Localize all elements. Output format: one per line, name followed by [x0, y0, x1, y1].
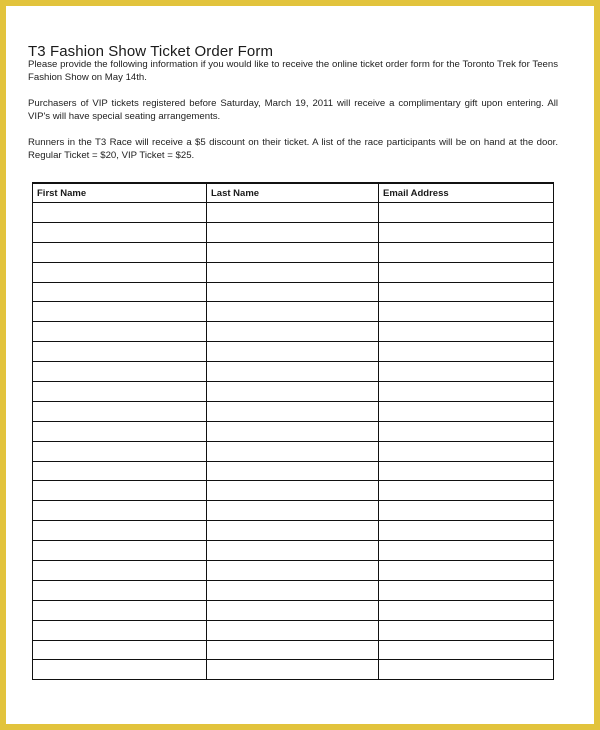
- table-row: [33, 362, 554, 382]
- table-row: [33, 620, 554, 640]
- cell-last-name[interactable]: [207, 362, 379, 382]
- header-last-name: Last Name: [207, 183, 379, 203]
- cell-last-name[interactable]: [207, 342, 379, 362]
- table-row: [33, 561, 554, 581]
- table-row: [33, 322, 554, 342]
- cell-last-name[interactable]: [207, 322, 379, 342]
- cell-first-name[interactable]: [33, 461, 207, 481]
- cell-first-name[interactable]: [33, 242, 207, 262]
- cell-email-address[interactable]: [379, 342, 554, 362]
- cell-first-name[interactable]: [33, 342, 207, 362]
- cell-email-address[interactable]: [379, 501, 554, 521]
- cell-email-address[interactable]: [379, 481, 554, 501]
- cell-last-name[interactable]: [207, 620, 379, 640]
- cell-last-name[interactable]: [207, 541, 379, 561]
- cell-first-name[interactable]: [33, 421, 207, 441]
- cell-last-name[interactable]: [207, 401, 379, 421]
- cell-first-name[interactable]: [33, 282, 207, 302]
- header-first-name: First Name: [33, 183, 207, 203]
- table-row: [33, 501, 554, 521]
- pricing-paragraph: Runners in the T3 Race will receive a $5 discount on their ticket. A list of the race participants will be on hand at the door. Regular Ticket = $20, VIP Ticket = $25.: [28, 137, 558, 161]
- cell-first-name[interactable]: [33, 441, 207, 461]
- cell-first-name[interactable]: [33, 382, 207, 402]
- table-row: [33, 640, 554, 660]
- cell-last-name[interactable]: [207, 521, 379, 541]
- table-row: [33, 421, 554, 441]
- table-row: [33, 342, 554, 362]
- cell-last-name[interactable]: [207, 640, 379, 660]
- cell-email-address[interactable]: [379, 640, 554, 660]
- cell-last-name[interactable]: [207, 302, 379, 322]
- cell-email-address[interactable]: [379, 382, 554, 402]
- table-row: [33, 600, 554, 620]
- table-row: [33, 541, 554, 561]
- cell-email-address[interactable]: [379, 441, 554, 461]
- cell-first-name[interactable]: [33, 660, 207, 680]
- cell-last-name[interactable]: [207, 580, 379, 600]
- cell-last-name[interactable]: [207, 382, 379, 402]
- cell-email-address[interactable]: [379, 222, 554, 242]
- vip-paragraph: Purchasers of VIP tickets registered before Saturday, March 19, 2011 will receive a complimentary gift upon entering. All VIP's will have special seating arrangements.: [28, 98, 558, 122]
- cell-email-address[interactable]: [379, 660, 554, 680]
- table-row: [33, 461, 554, 481]
- cell-last-name[interactable]: [207, 203, 379, 223]
- table-row: [33, 282, 554, 302]
- cell-first-name[interactable]: [33, 600, 207, 620]
- table-row: [33, 203, 554, 223]
- cell-first-name[interactable]: [33, 521, 207, 541]
- cell-last-name[interactable]: [207, 481, 379, 501]
- cell-first-name[interactable]: [33, 401, 207, 421]
- cell-email-address[interactable]: [379, 262, 554, 282]
- form-title: T3 Fashion Show Ticket Order Form: [28, 43, 274, 60]
- cell-email-address[interactable]: [379, 302, 554, 322]
- cell-last-name[interactable]: [207, 501, 379, 521]
- cell-last-name[interactable]: [207, 461, 379, 481]
- cell-last-name[interactable]: [207, 282, 379, 302]
- cell-email-address[interactable]: [379, 203, 554, 223]
- intro-paragraph: Please provide the following information if you would like to receive the online ticket order form for the Toronto Trek for Teens Fashion Show on May 14th.: [28, 59, 558, 83]
- cell-first-name[interactable]: [33, 640, 207, 660]
- cell-email-address[interactable]: [379, 461, 554, 481]
- cell-last-name[interactable]: [207, 660, 379, 680]
- cell-email-address[interactable]: [379, 242, 554, 262]
- cell-email-address[interactable]: [379, 620, 554, 640]
- cell-last-name[interactable]: [207, 242, 379, 262]
- table-row: [33, 302, 554, 322]
- table-row: [33, 441, 554, 461]
- cell-first-name[interactable]: [33, 203, 207, 223]
- cell-first-name[interactable]: [33, 362, 207, 382]
- table-row: [33, 262, 554, 282]
- cell-email-address[interactable]: [379, 362, 554, 382]
- cell-last-name[interactable]: [207, 441, 379, 461]
- cell-first-name[interactable]: [33, 302, 207, 322]
- cell-last-name[interactable]: [207, 561, 379, 581]
- cell-first-name[interactable]: [33, 222, 207, 242]
- cell-last-name[interactable]: [207, 421, 379, 441]
- cell-email-address[interactable]: [379, 580, 554, 600]
- cell-email-address[interactable]: [379, 421, 554, 441]
- table-row: [33, 242, 554, 262]
- table-row: [33, 222, 554, 242]
- cell-last-name[interactable]: [207, 262, 379, 282]
- cell-first-name[interactable]: [33, 561, 207, 581]
- table-row: [33, 580, 554, 600]
- cell-first-name[interactable]: [33, 501, 207, 521]
- cell-first-name[interactable]: [33, 580, 207, 600]
- table-row: [33, 382, 554, 402]
- cell-first-name[interactable]: [33, 481, 207, 501]
- cell-email-address[interactable]: [379, 541, 554, 561]
- cell-last-name[interactable]: [207, 600, 379, 620]
- cell-last-name[interactable]: [207, 222, 379, 242]
- header-email-address: Email Address: [379, 183, 554, 203]
- table-row: [33, 401, 554, 421]
- table-body: [33, 203, 554, 680]
- cell-email-address[interactable]: [379, 561, 554, 581]
- cell-first-name[interactable]: [33, 541, 207, 561]
- table-row: [33, 521, 554, 541]
- table-header-row: [33, 183, 554, 203]
- cell-email-address[interactable]: [379, 282, 554, 302]
- table-row: [33, 660, 554, 680]
- cell-first-name[interactable]: [33, 322, 207, 342]
- cell-first-name[interactable]: [33, 262, 207, 282]
- ticket-order-table: [32, 182, 554, 680]
- cell-email-address[interactable]: [379, 521, 554, 541]
- cell-email-address[interactable]: [379, 600, 554, 620]
- table-row: [33, 481, 554, 501]
- cell-email-address[interactable]: [379, 322, 554, 342]
- cell-email-address[interactable]: [379, 401, 554, 421]
- cell-first-name[interactable]: [33, 620, 207, 640]
